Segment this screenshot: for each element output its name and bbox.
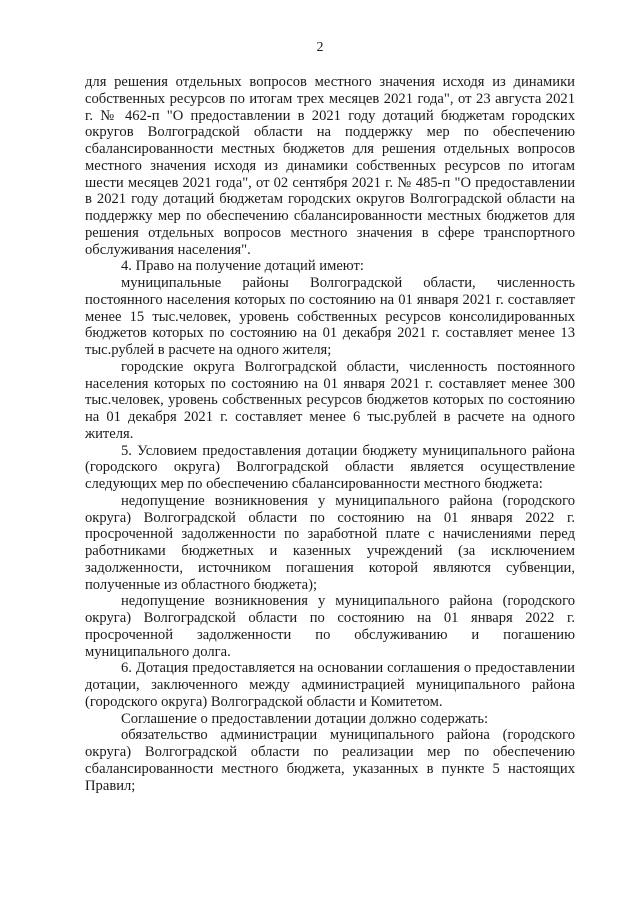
paragraph-municipal-districts: муниципальные районы Волгоградской области, численность постоянного населения которых по состоянию на 01 января 2021 г. составляет менее 15 тыс.человек, уровень собственных ресурсов консолидированных бюджетов которых по состоянию на 01 декабря 2021 г. составляет менее 13 тыс.рублей в расчете на одного жителя; xyxy=(85,275,575,358)
paragraph-agreement-contents: Соглашение о предоставлении дотации должно содержать: xyxy=(121,710,489,727)
paragraph-item-4: 4. Право на получение дотаций имеют: xyxy=(121,258,364,275)
paragraph-item-5: 5. Условием предоставления дотации бюджету муниципального района (городского округа) Волгоградской области является осуществление следующих мер по обеспечению сбалансированности местного бюджета: xyxy=(85,442,575,492)
paragraph-item-6: 6. Дотация предоставляется на основании соглашения о предоставлении дотации, заключенного между администрацией муниципального района (городского округа) Волгоградской области и Комитетом. xyxy=(85,660,575,710)
page-number: 2 xyxy=(316,40,324,55)
paragraph-continuation: для решения отдельных вопросов местного значения исходя из динамики собственных ресурсов по итогам трех месяцев 2021 года", от 23 августа 2021 г. № 462-п "О предоставлении в 2021 году дотаций бюджетам городских округов Волгоградской области на поддержку мер по обеспечению сбалансированности местных бюджетов для решения отдельных вопросов местного значения исходя из динамики собственных ресурсов по итогам шести месяцев 2021 года", от 02 сентября 2021 г. № 485-п "О предоставлении в 2021 году дотаций бюджетам городских округов Волгоградской области на поддержку мер по обеспечению сбалансированности местных бюджетов для решения отдельных вопросов местного значения в сфере транспортного обслуживания населения". xyxy=(85,74,575,258)
paragraph-municipal-debt: недопущение возникновения у муниципального района (городского округа) Волгоградской области по состоянию на 01 января 2022 г. просроченной задолженности по обслуживанию и погашению муниципального долга. xyxy=(85,593,575,660)
paragraph-obligation: обязательство администрации муниципального района (городского округа) Волгоградской области по реализации мер по обеспечению сбалансированности местного бюджета, указанных в пункте 5 настоящих Правил; xyxy=(85,727,575,794)
paragraph-salary-debt: недопущение возникновения у муниципального района (городского округа) Волгоградской области по состоянию на 01 января 2022 г. просроченной задолженности по заработной плате с начислениями перед работниками бюджетных и казенных учреждений (за исключением задолженности, источником погашения которой являются субвенции, полученные из областного бюджета); xyxy=(85,492,575,593)
paragraph-city-districts: городские округа Волгоградской области, численность постоянного населения которых по состоянию на 01 января 2021 г. составляет менее 300 тыс.человек, уровень собственных ресурсов бюджетов которых по состоянию на 01 декабря 2021 г. составляет менее 6 тыс.рублей в расчете на одного жителя. xyxy=(85,358,575,442)
document-body xyxy=(85,74,575,794)
